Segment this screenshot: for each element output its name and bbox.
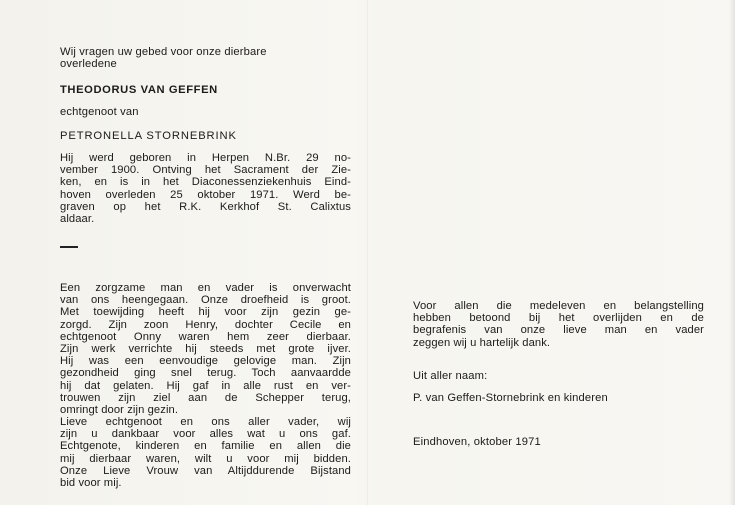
- spouse-name: PETRONELLA STORNEBRINK: [60, 130, 237, 142]
- bio-line: ken, en is in het Diaconessenziekenhuis Eind-: [60, 176, 351, 189]
- memorial-line: Hij was een eenvoudige gelovige man. Zijn: [60, 355, 351, 368]
- memorial-line: zijn u dankbaar voor alles wat u ons gaf.: [60, 428, 351, 441]
- memorial-line: echtgenoot Onny waren hem zeer dierbaar.: [60, 330, 351, 343]
- bio-line: Hij werd geboren in Herpen N.Br. 29 no-: [60, 152, 351, 164]
- bio-line: hoven overleden 25 oktober 1971. Werd be-: [60, 188, 351, 201]
- signoff-names: P. van Geffen-Stornebrink en kinderen: [413, 392, 608, 404]
- biography-paragraph: [60, 152, 351, 225]
- memorial-line: Lieve echtgenoot en ons aller vader, wij: [60, 416, 351, 429]
- memorial-line: Een zorgzame man en vader is onverwacht: [60, 282, 351, 294]
- bio-line: vember 1900. Ontving het Sacrament der Zie-: [60, 164, 351, 177]
- separator-dash: [60, 246, 78, 248]
- intro-line-1: Wij vragen uw gebed voor onze dierbare: [60, 46, 267, 58]
- memorial-line: mij dierbaar waren, wilt u voor mij bidden.: [60, 452, 351, 465]
- memorial-line: van ons heengegaan. Onze droefheid is groot.: [60, 294, 351, 307]
- thanks-line: zeggen wij u hartelijk dank.: [413, 336, 551, 349]
- memorial-line: gezondheid ging snel terug. Toch aanvaardde: [60, 367, 351, 380]
- memorial-line: Met toewijding heeft hij voor zijn gezin ge-: [60, 306, 351, 319]
- memorial-line: hij dat gelaten. Hij gaf in alle rust en ver-: [60, 379, 351, 392]
- thanks-paragraph: [413, 300, 704, 349]
- memorial-line: Echtgenote, kinderen en familie en allen die: [60, 440, 351, 453]
- deceased-name: THEODORUS VAN GEFFEN: [60, 84, 218, 96]
- bio-line: graven op het R.K. Kerkhof St. Calixtus: [60, 200, 351, 213]
- intro-line-2: overledene: [60, 58, 117, 70]
- memorial-line: bid voor mij.: [60, 477, 122, 489]
- card-edge-shadow: [729, 0, 735, 505]
- card-fold: [367, 0, 368, 505]
- place-date: Eindhoven, oktober 1971: [413, 436, 541, 448]
- memorial-line: omringt door zijn gezin.: [60, 403, 179, 416]
- thanks-line: Voor allen die medeleven en belangstelling: [413, 300, 704, 312]
- thanks-line: begrafenis van onze lieve man en vader: [413, 324, 704, 337]
- memorial-line: trouwen zijn ziel aan de Schepper terug,: [60, 391, 351, 404]
- thanks-line: hebben betoond bij het overlijden en de: [413, 312, 704, 325]
- memorial-line: Zijn werk verrichte hij steeds met grote ijver.: [60, 342, 351, 355]
- memorial-line: Onze Lieve Vrouw van Altijddurende Bijstand: [60, 464, 351, 477]
- signoff-label: Uit aller naam:: [413, 370, 488, 382]
- bio-line: aldaar.: [60, 212, 95, 225]
- spouse-label: echtgenoot van: [60, 106, 139, 118]
- memorial-paragraph: [60, 282, 351, 489]
- memorial-line: zorgd. Zijn zoon Henry, dochter Cecile en: [60, 318, 351, 331]
